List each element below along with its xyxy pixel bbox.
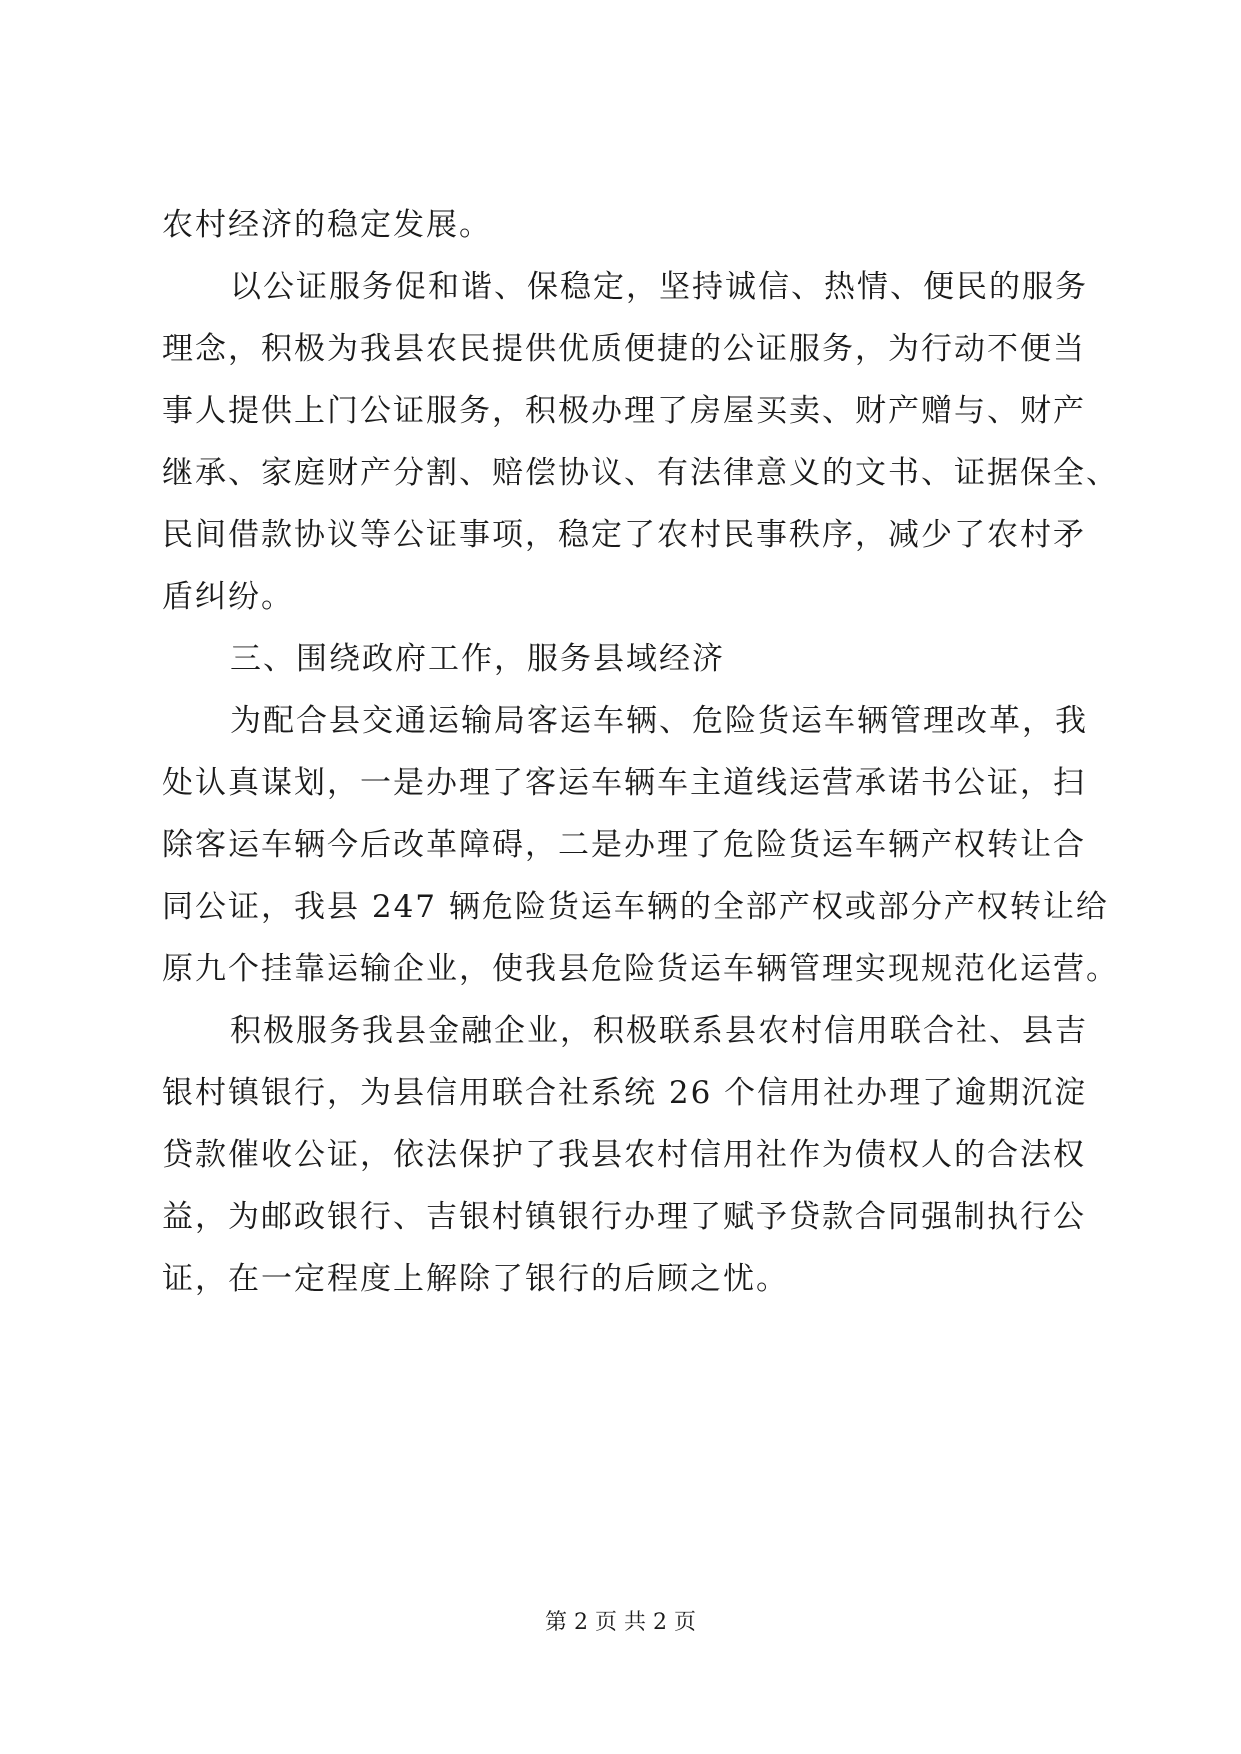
paragraph-line: 同公证，我县 247 辆危险货运车辆的全部产权或部分产权转让给 <box>162 889 1109 925</box>
paragraph-line: 理念，积极为我县农民提供优质便捷的公证服务，为行动不便当 <box>162 331 1086 367</box>
paragraph-line: 贷款催收公证，依法保护了我县农村信用社作为债权人的合法权 <box>162 1137 1086 1173</box>
paragraph-line: 为配合县交通运输局客运车辆、危险货运车辆管理改革，我 <box>230 703 1088 739</box>
paragraph-line: 处认真谋划，一是办理了客运车辆车主道线运营承诺书公证，扫 <box>162 765 1086 801</box>
paragraph-line: 原九个挂靠运输企业，使我县危险货运车辆管理实现规范化运营。 <box>162 951 1119 987</box>
paragraph-line: 农村经济的稳定发展。 <box>162 207 492 243</box>
paragraph-line: 益，为邮政银行、吉银村镇银行办理了赋予贷款合同强制执行公 <box>162 1199 1086 1235</box>
paragraph-line: 盾纠纷。 <box>162 579 294 615</box>
page-number-footer: 第 2 页 共 2 页 <box>545 1610 696 1635</box>
paragraph-line: 证，在一定程度上解除了银行的后顾之忧。 <box>162 1261 789 1297</box>
paragraph-line: 除客运车辆今后改革障碍，二是办理了危险货运车辆产权转让合 <box>162 827 1086 863</box>
paragraph-line: 积极服务我县金融企业，积极联系县农村信用联合社、县吉 <box>230 1013 1088 1049</box>
paragraph-line: 民间借款协议等公证事项，稳定了农村民事秩序，减少了农村矛 <box>162 517 1086 553</box>
paragraph-line: 以公证服务促和谐、保稳定，坚持诚信、热情、便民的服务 <box>230 269 1088 305</box>
paragraph-line: 继承、家庭财产分割、赔偿协议、有法律意义的文书、证据保全、 <box>162 455 1119 491</box>
paragraph-line: 事人提供上门公证服务，积极办理了房屋买卖、财产赠与、财产 <box>162 393 1086 429</box>
paragraph-line: 银村镇银行，为县信用联合社系统 26 个信用社办理了逾期沉淀 <box>162 1075 1088 1111</box>
section-heading: 三、围绕政府工作，服务县域经济 <box>230 641 725 677</box>
